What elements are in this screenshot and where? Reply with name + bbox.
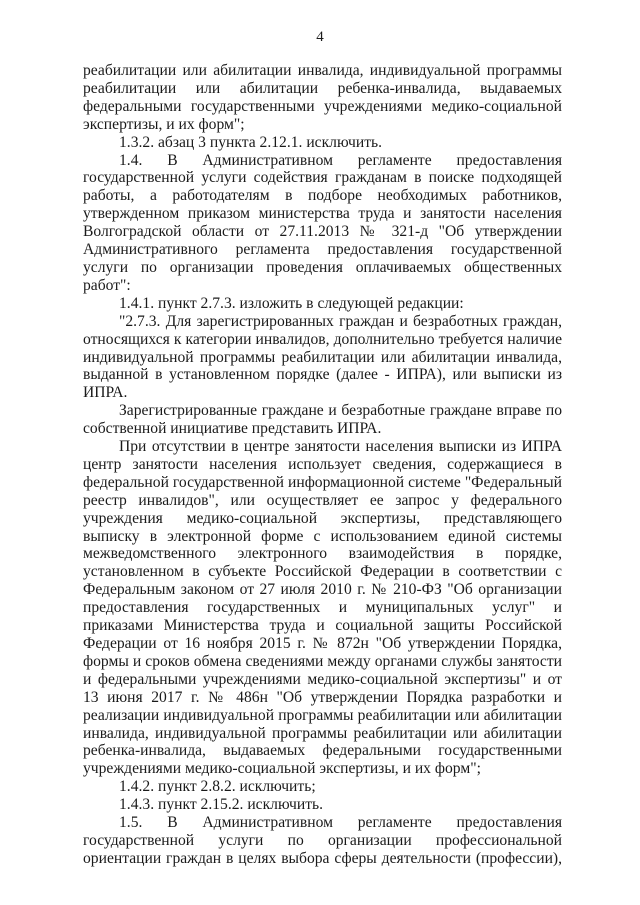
paragraph-1-4-3: 1.4.3. пункт 2.15.2. исключить. [119, 796, 324, 814]
document-body [83, 62, 562, 868]
paragraph-continuation: реабилитации или абилитации инвалида, индивидуальной программы реабилитации или абилитации ребенка-инвалида, выдаваемых федеральными государственными учреждениями медико-социальной экспертизы, и их форм"; [83, 62, 562, 133]
paragraph-1-4-2: 1.4.2. пункт 2.8.2. исключить; [119, 778, 316, 796]
paragraph-1-3-2: 1.3.2. абзац 3 пункта 2.12.1. исключить. [119, 133, 383, 151]
page-number: 4 [316, 29, 324, 45]
paragraph-2-7-3: "2.7.3. Для зарегистрированных граждан и безработных граждан, относящихся к категории инвалидов, дополнительно требуется наличие индивидуальной программы реабилитации или абилитации инвалида, выданной в установленном порядке (далее - ИПРА), или выписки из ИПРА. [83, 312, 562, 402]
paragraph-ipra-right: Зарегистрированные граждане и безработные граждане вправе по собственной инициативе представить ИПРА. [83, 402, 562, 438]
paragraph-1-4: 1.4. В Административном регламенте предоставления государственной услуги содействия гражданам в поиске подходящей работы, а работодателям в подборе необходимых работников, утвержденном приказом министерства труда и занятости населения Волгоградской области от 27.11.2013 № 321-д "Об утверждении Административного регламента предоставления государственной услуги по организации проведения оплачиваемых общественных работ": [83, 151, 562, 294]
paragraph-ipra-absence: При отсутствии в центре занятости населения выписки из ИПРА центр занятости населения использует сведения, содержащиеся в федеральной государственной информационной системе "Федеральный реестр инвалидов", или осуществляет ее запрос у федерального учреждения медико-социальной экспертизы, представляющего выписку в электронной форме с использованием единой системы межведомственного электронного взаимодействия в порядке, установленном в субъекте Российской Федерации в соответствии с Федеральным законом от 27 июля 2010 г. № 210-ФЗ "Об организации предоставления государственных и муниципальных услуг" и приказами Министерства труда и социальной защиты Российской Федерации от 16 ноября 2015 г. № 872н "Об утверждении Порядка, формы и сроков обмена сведениями между органами службы занятости и федеральными учреждениями медико-социальной экспертизы" и от 13 июня 2017 г. № 486н "Об утверждении Порядка разработки и реализации индивидуальной программы реабилитации или абилитации инвалида, индивидуальной программы реабилитации или абилитации ребенка-инвалида, выдаваемых федеральными государственными учреждениями медико-социальной экспертизы, и их форм"; [83, 438, 562, 778]
paragraph-1-5: 1.5. В Административном регламенте предоставления государственной услуги по организации профессиональной ориентации граждан в целях выбора сферы деятельности (профессии), [83, 814, 562, 867]
paragraph-1-4-1: 1.4.1. пункт 2.7.3. изложить в следующей редакции: [119, 294, 464, 312]
